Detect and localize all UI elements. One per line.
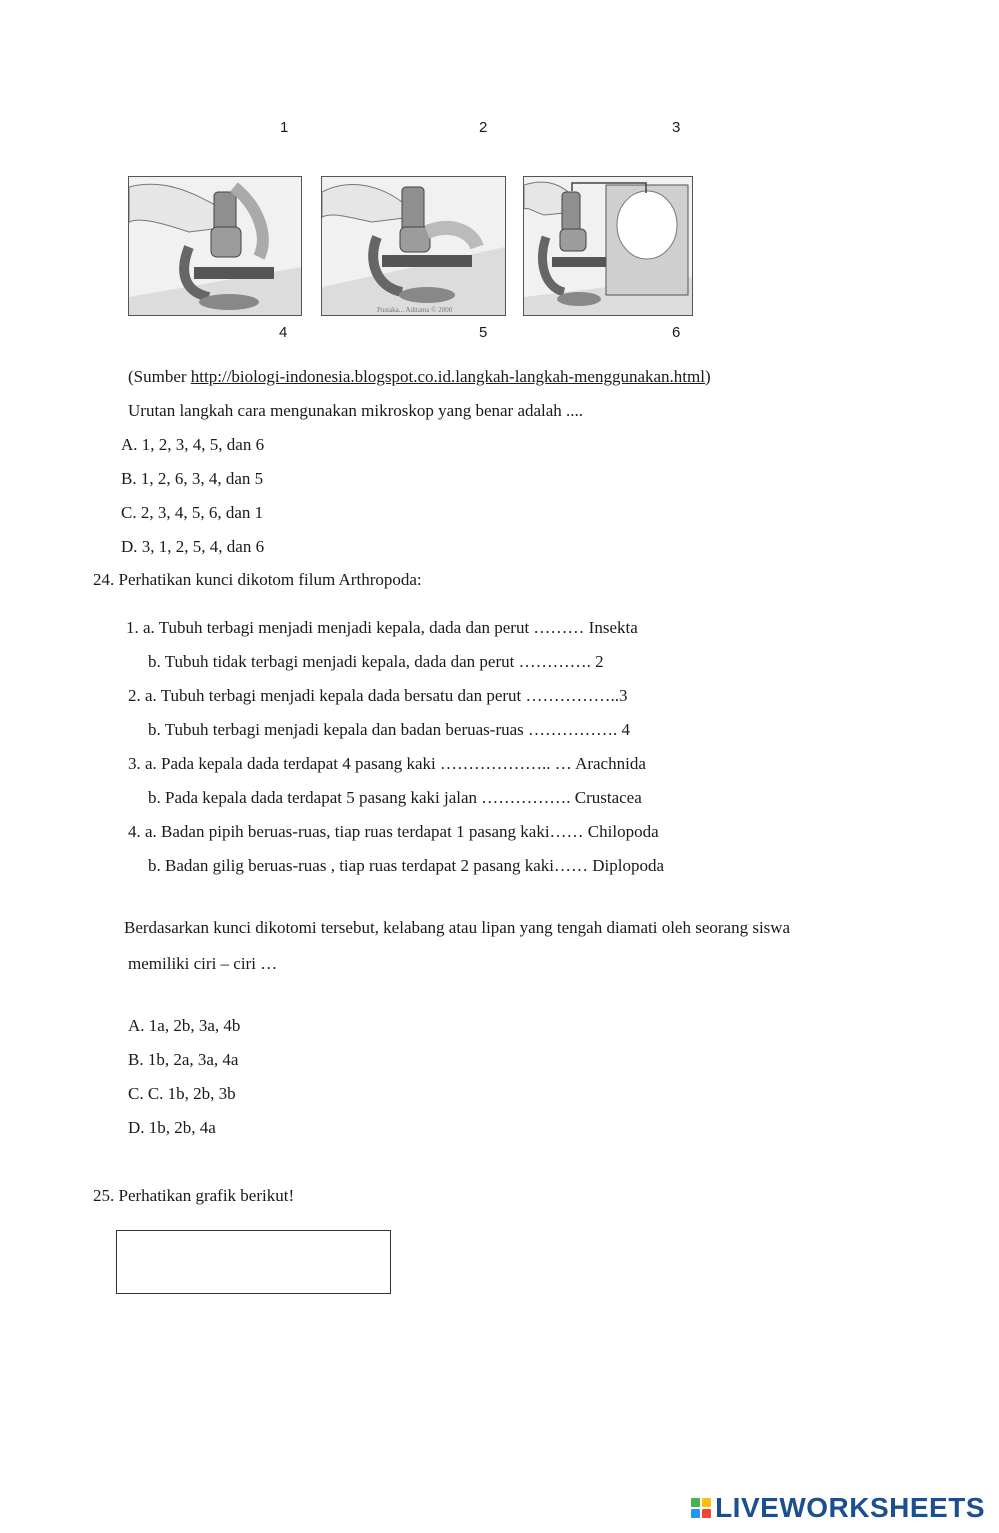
figure-label-1: 1 xyxy=(280,119,289,136)
key-line-1b: b. Tubuh tidak terbagi menjadi kepala, dada dan perut …………. 2 xyxy=(148,652,604,671)
key-line-3b: b. Pada kepala dada terdapat 5 pasang kaki jalan ……………. Crustacea xyxy=(148,788,642,807)
question-24-heading: 24. Perhatikan kunci dikotom filum Arthropoda: xyxy=(93,570,422,589)
source-suffix: ) xyxy=(704,367,711,386)
source-citation xyxy=(128,367,711,387)
graph-placeholder-box xyxy=(116,1230,391,1294)
q23-option-d: D. 3, 1, 2, 5, 4, dan 6 xyxy=(121,537,265,556)
liveworksheets-logo-icon xyxy=(691,1498,711,1518)
question-24-text-line-2: memiliki ciri – ciri … xyxy=(128,954,278,973)
key-line-4b: b. Badan gilig beruas-ruas , tiap ruas terdapat 2 pasang kaki…… Diplopoda xyxy=(148,856,665,875)
image-watermark: Pustaka... Aditama © 2000 xyxy=(377,306,453,314)
logo-tile xyxy=(702,1509,711,1518)
q24-option-b: B. 1b, 2a, 3a, 4a xyxy=(128,1050,239,1069)
key-line-1a: 1. a. Tubuh terbagi menjadi menjadi kepala, dada dan perut ……… Insekta xyxy=(126,618,638,637)
q23-option-c: C. 2, 3, 4, 5, 6, dan 1 xyxy=(121,503,264,522)
key-line-3a: 3. a. Pada kepala dada terdapat 4 pasang kaki ……………….. … Arachnida xyxy=(128,754,646,773)
figure-label-2: 2 xyxy=(479,119,488,136)
q24-option-a: A. 1a, 2b, 3a, 4b xyxy=(128,1016,241,1035)
key-line-2a: 2. a. Tubuh terbagi menjadi kepala dada bersatu dan perut ……………..3 xyxy=(128,686,628,705)
microscope-illustration xyxy=(129,177,301,315)
microscope-illustration xyxy=(524,177,692,315)
liveworksheets-brand xyxy=(691,1492,985,1524)
liveworksheets-wordmark: LIVEWORKSHEETS xyxy=(715,1492,985,1523)
microscope-step-image-2 xyxy=(321,176,506,316)
microscope-illustration xyxy=(322,177,505,315)
question-23-text: Urutan langkah cara mengunakan mikroskop yang benar adalah .... xyxy=(128,401,584,420)
figure-label-5: 5 xyxy=(479,324,488,341)
question-24-text-line-1: Berdasarkan kunci dikotomi tersebut, kelabang atau lipan yang tengah diamati oleh seorang siswa xyxy=(124,918,791,937)
logo-tile xyxy=(691,1498,700,1507)
source-link[interactable]: http://biologi-indonesia.blogspot.co.id.langkah-langkah-menggunakan.html xyxy=(190,367,705,386)
figure-label-4: 4 xyxy=(279,324,288,341)
q23-option-b: B. 1, 2, 6, 3, 4, dan 5 xyxy=(121,469,264,488)
logo-tile xyxy=(691,1509,700,1518)
source-prefix: (Sumber xyxy=(128,367,191,386)
q24-option-d: D. 1b, 2b, 4a xyxy=(128,1118,216,1137)
microscope-step-image-1 xyxy=(128,176,302,316)
q23-option-a: A. 1, 2, 3, 4, 5, dan 6 xyxy=(121,435,265,454)
logo-tile xyxy=(702,1498,711,1507)
question-25-heading: 25. Perhatikan grafik berikut! xyxy=(93,1186,295,1205)
figure-label-3: 3 xyxy=(672,119,681,136)
q24-option-c: C. C. 1b, 2b, 3b xyxy=(128,1084,236,1103)
key-line-4a: 4. a. Badan pipih beruas-ruas, tiap ruas terdapat 1 pasang kaki…… Chilopoda xyxy=(128,822,659,841)
figure-label-6: 6 xyxy=(672,324,681,341)
microscope-step-image-3 xyxy=(523,176,693,316)
key-line-2b: b. Tubuh terbagi menjadi kepala dan badan beruas-ruas ……………. 4 xyxy=(148,720,631,739)
